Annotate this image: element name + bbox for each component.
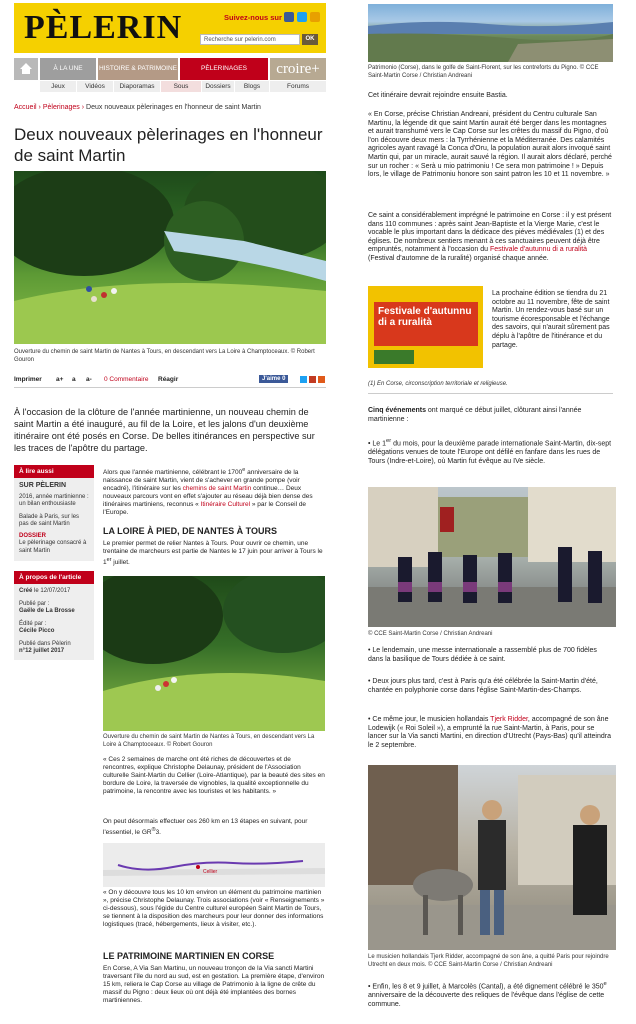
event-item: [368, 980, 613, 1009]
intro-sup: e: [242, 467, 246, 473]
paragraph-text: (Festival d'automne de la ruralité) organisé chaque année.: [368, 254, 549, 262]
header-banner: [14, 3, 326, 53]
hiking-photo: [103, 576, 325, 731]
paragraph-sup: ®: [151, 827, 156, 833]
poster-block: [374, 350, 414, 364]
react-button[interactable]: Réagir: [158, 376, 179, 383]
parade-photo: [368, 487, 616, 627]
paragraph-text: Le premier permet de relier Nantes à Tours. Pour ouvrir ce chemin, une trentaine de marcheurs est partie de Nantes le 17 juin pour arriver à Tours le 1: [103, 540, 323, 567]
festival-poster: [368, 286, 483, 368]
chemins-link[interactable]: chemins de saint Martin: [182, 485, 252, 493]
google-share-icon[interactable]: [309, 376, 316, 383]
sidebar-header-read-also: À lire aussi: [14, 465, 94, 478]
share-icon[interactable]: [318, 376, 325, 383]
paragraph-text: juillet.: [111, 559, 130, 567]
page-title: Deux nouveaux pèlerinages en l'honneur de saint Martin: [14, 125, 323, 165]
intro-text: Alors que l'année martinienne, célébrant le 1700: [103, 469, 243, 477]
home-button[interactable]: [14, 58, 38, 80]
paragraph: [103, 818, 325, 837]
intro-text: » par le Conseil de l'Europe.: [103, 501, 307, 517]
created-date: le 12/07/2017: [34, 588, 71, 594]
event-text: • Le 1: [368, 440, 387, 448]
breadcrumb-home[interactable]: Accueil: [14, 104, 37, 111]
article-lead: À l'occasion de la clôture de l'année martinienne, un nouveau chemin de saint Martin a été inauguré, au fil de la Loire, et les jalons d'un deuxième itinéraire ont été posés en Corse. De belles itinérances en perspective sur les traces de l'apôtre du partage.: [14, 407, 315, 453]
croire-link[interactable]: croire+: [270, 58, 326, 80]
donkey-photo: [368, 765, 616, 950]
intro-paragraph: [103, 466, 325, 517]
route-map: [103, 843, 325, 887]
home-icon: [19, 62, 33, 75]
paragraph: [103, 540, 325, 567]
festival-link[interactable]: Festivale d'autunnu di a ruralità: [489, 246, 588, 254]
like-button[interactable]: J'aime 0: [259, 375, 288, 383]
photo-caption: Ouverture du chemin de saint Martin de Nantes à Tours, en descendant vers La Loire à Champtoceaux. © Robert Gouron: [14, 349, 315, 363]
tab-pelerinages[interactable]: PÈLERINAGES: [180, 58, 268, 80]
issue-number[interactable]: n°12 juillet 2017: [19, 648, 65, 654]
font-larger-button[interactable]: a+: [56, 376, 64, 383]
photo-caption: © CCE Saint-Martin Corse / Christian Andreani: [368, 631, 493, 637]
nav-blogs[interactable]: Blogs: [235, 81, 269, 92]
nav-videos[interactable]: Vidéos: [77, 81, 113, 92]
event-sup: e: [603, 981, 607, 987]
issue-label: Publié dans Pèlerin: [19, 640, 71, 647]
twitter-icon[interactable]: [297, 12, 307, 22]
breadcrumb-separator: ›: [81, 104, 85, 111]
photo-caption: Le musicien hollandais Tjerk Ridder, accompagné de son âne, a quitté Paris pour rejoindre Utrecht en deux mois. © CCE Saint-Martin Corse / Christian Andreani: [368, 954, 609, 968]
events-bold: Cinq événements: [368, 407, 426, 414]
created-label: Créé: [19, 588, 33, 594]
event-item: • Le lendemain, une messe internationale a rassemblé plus de 700 fidèles dans la basilique de Tours dédiée à ce saint.: [368, 647, 597, 663]
font-normal-button[interactable]: a: [72, 376, 76, 383]
paragraph: [368, 407, 613, 424]
search-button[interactable]: OK: [302, 34, 318, 45]
event-text: , accompagné de son âne Lodewijk (« Roi Soleil »), a emprunté la rue Saint-Martin, à Paris, pour se lancer sur la Via sancti Martini, en direction d'Utrecht (Pays-Bas) qu'il atteindra le 2 septembre.: [368, 716, 611, 749]
article-toolbar: [14, 374, 326, 388]
nav-sous[interactable]: Sous: [161, 81, 201, 92]
event-item: [368, 716, 613, 750]
site-logo[interactable]: PÈLERIN: [24, 9, 183, 46]
breadcrumb-separator: ›: [38, 104, 41, 111]
paragraph: Cet itinéraire devrait rejoindre ensuite Bastia.: [368, 92, 508, 99]
event-text: du mois, pour la deuxième parade internationale Saint-Martin, dix-sept délégations venues de toute l'Europe ont défilé en fanfare dans les rues de Tours (Indre-et-Loire), où Martin fut évêque au IVe siècle.: [368, 440, 612, 465]
nav-dossiers[interactable]: Dossiers: [202, 81, 234, 92]
search-input[interactable]: Recherche sur pelerin.com: [200, 34, 300, 45]
poster-title: Festivale d'autunnu di a ruralità: [374, 302, 478, 346]
edited-by-label: Édité par :: [19, 620, 47, 627]
intro-text: anniversaire de la naissance de saint Martin, vient de s'achever en grande pompe (voir encadré), l'itinéraire sur les: [103, 469, 300, 493]
published-by-label: Publié par :: [19, 600, 50, 607]
quote: « Ces 2 semaines de marche ont été riches de découvertes et de rencontres, explique Christophe Delaunay, président de l'Association culturelle Saint-Martin du Cellier (Loire-Atlantique), par la beauté des sites en bordure de Loire, la traversée de vignobles, la qualité exceptionnelle du patrimoine, la rencontre avec les touristes et les habitants. »: [103, 756, 325, 795]
event-text: • Ce même jour, le musicien hollandais: [368, 716, 491, 723]
sidebar-dossier-label: DOSSIER: [19, 532, 47, 539]
twitter-share-icon[interactable]: [300, 376, 307, 383]
nav-forums[interactable]: Forums: [270, 81, 326, 92]
author-name[interactable]: Gaële de La Brosse: [19, 608, 75, 614]
event-sup: er: [386, 438, 392, 444]
facebook-icon[interactable]: [284, 12, 294, 22]
breadcrumb: [14, 104, 261, 111]
editor-name[interactable]: Cécile Picco: [19, 628, 55, 634]
map-label: Cellier: [203, 869, 218, 875]
patrimonio-photo: [368, 4, 613, 62]
itineraire-link[interactable]: Itinéraire Culturel: [200, 501, 251, 509]
nav-jeux[interactable]: Jeux: [40, 81, 76, 92]
rss-icon[interactable]: [310, 12, 320, 22]
paragraph: En Corse, A Via San Martinu, un nouveau tronçon de la Via sancti Martini traversant l'île du nord au sud, est en gestation. La première étape, d'environ 15 km, reliera le Cap Corse au village de Patrimonio à la ligne de crête du massif du Pigno : deux lieux où ont déjà été implantées des bornes martiniennes.: [103, 965, 325, 1004]
event-text: • Enfin, les 8 et 9 juillet, à Marcolès (Cantal), a été dignement célébré le 350: [368, 983, 604, 991]
intro-text: continue… Deux nouveaux parcours vont en effet s'ajouter au réseau déjà bien dense des itinéraires martiniens, reconnus «: [103, 485, 313, 509]
sidebar-link[interactable]: 2016, année martinienne : un bilan enthousiaste: [19, 493, 89, 507]
sidebar: [14, 465, 94, 660]
paragraph-sup: er: [106, 557, 112, 563]
quote: « En Corse, précise Christian Andreani, président du Centru culturale San Martinu, la légende dit que saint Martin aurait été berger dans les montagnes et aurait transhumé vers le Cap Corse sur les crêtes du massif du Pigno, d'où l'on découvre deux mers : la Tyrrhénienne et la Méditerranée. Des calamités agricoles ayant ravagé la Conca d'Oru, la population aurait alors invoqué saint Martin qui, par un miracle, aurait sauvé la région. Il aurait alors déclaré, perché sur un rocher : « Serà u mio patrimoniu ! Ce sera mon patrimoine ! » Depuis lors, le village de Patrimoniu honore son saint patron les 10 et 11 novembre. »: [368, 111, 612, 179]
section-heading: LA LOIRE À PIED, DE NANTES À TOURS: [103, 526, 278, 536]
font-smaller-button[interactable]: a-: [86, 376, 92, 383]
paragraph-text: On peut désormais effectuer ces 260 km en 13 étapes en suivant, pour l'essentiel, le GR: [103, 818, 308, 837]
tab-a-la-une[interactable]: À LA UNE: [40, 58, 96, 80]
comments-link[interactable]: 0 Commentaire: [104, 376, 149, 383]
paragraph-text: Ce saint a considérablement imprégné le patrimoine en Corse : il y est présent dans 110 communes : après saint Jean-Baptiste et la Vierge Marie, c'est le vocable le plus important dans la dédicace des piéves médiévales (1) et des églises. De nombreux sentiers menant à ces sanctuaires peuvent déjà être empruntés, notamment à l'occasion du: [368, 212, 612, 254]
quote: « On y découvre tous les 10 km environ un élément du patrimoine martinien », précise Christophe Delaunay. Trois associations (voir « Renseignements » ci-dessous), sous l'égide du Centre culturel européen Saint Martin de Tours, se tiennent à la disposition des marcheurs pour leur donner des informations logistiques (tracé, hébergements, lieux à visiter, etc.).: [103, 889, 325, 928]
breadcrumb-current: Deux nouveaux pèlerinages en l'honneur de saint Martin: [86, 104, 261, 111]
event-item: • Deux jours plus tard, c'est à Paris qu'a été célébrée la Saint-Martin d'été, chantée en polyphonie corse dans l'église Saint-Martin-des-Champs.: [368, 678, 598, 694]
sidebar-header-about: À propos de l'article: [14, 571, 94, 584]
footnote: (1) En Corse, circonscription territoriale et religieuse.: [368, 381, 508, 387]
follow-label: Suivez-nous sur: [224, 13, 282, 22]
paragraph-text: 3.: [155, 829, 161, 837]
tab-histoire-patrimoine[interactable]: HISTOIRE & PATRIMOINE: [98, 58, 178, 80]
print-button[interactable]: Imprimer: [14, 376, 42, 383]
breadcrumb-section[interactable]: Pèlerinages: [42, 104, 80, 111]
sidebar-brand: SUR PÈLERIN: [19, 482, 67, 489]
tjerk-ridder-link[interactable]: Tjerk Ridder: [490, 716, 528, 723]
main-photo: [14, 171, 326, 344]
paragraph: La prochaine édition se tiendra du 21 octobre au 11 novembre, fête de saint Martin. Un rendez-vous basé sur un tourisme écoresponsable et l'échange des savoirs, qui n'aurait sûrement pas déplu à l'apôtre de l'itinérance et du partage.: [492, 290, 610, 349]
event-item: [368, 437, 613, 466]
sidebar-link[interactable]: Le pèlerinage consacré à saint Martin: [19, 540, 87, 554]
paragraph: [368, 212, 613, 264]
section-heading: LE PATRIMOINE MARTINIEN EN CORSE: [103, 951, 275, 961]
main-nav: [14, 58, 326, 94]
photo-caption: Ouverture du chemin de saint Martin de Nantes à Tours, en descendant vers La Loire à Champtoceaux. © Robert Gouron: [103, 734, 315, 748]
sidebar-link[interactable]: Balade à Paris, sur les pas de saint Martin: [19, 513, 80, 527]
nav-diaporamas[interactable]: Diaporamas: [114, 81, 160, 92]
event-text: anniversaire de la découverte des reliques de l'évêque dans l'église de cette commune.: [368, 991, 605, 1008]
divider: [368, 393, 613, 394]
paragraph-text: ont marqué ce début juillet, clôturant ainsi l'année martinienne :: [368, 407, 582, 423]
photo-caption: Patrimonio (Corse), dans le golfe de Saint-Florent, sur les contreforts du Pigno. © CCE Saint-Martin Corse / Christian Andreani: [368, 65, 599, 79]
